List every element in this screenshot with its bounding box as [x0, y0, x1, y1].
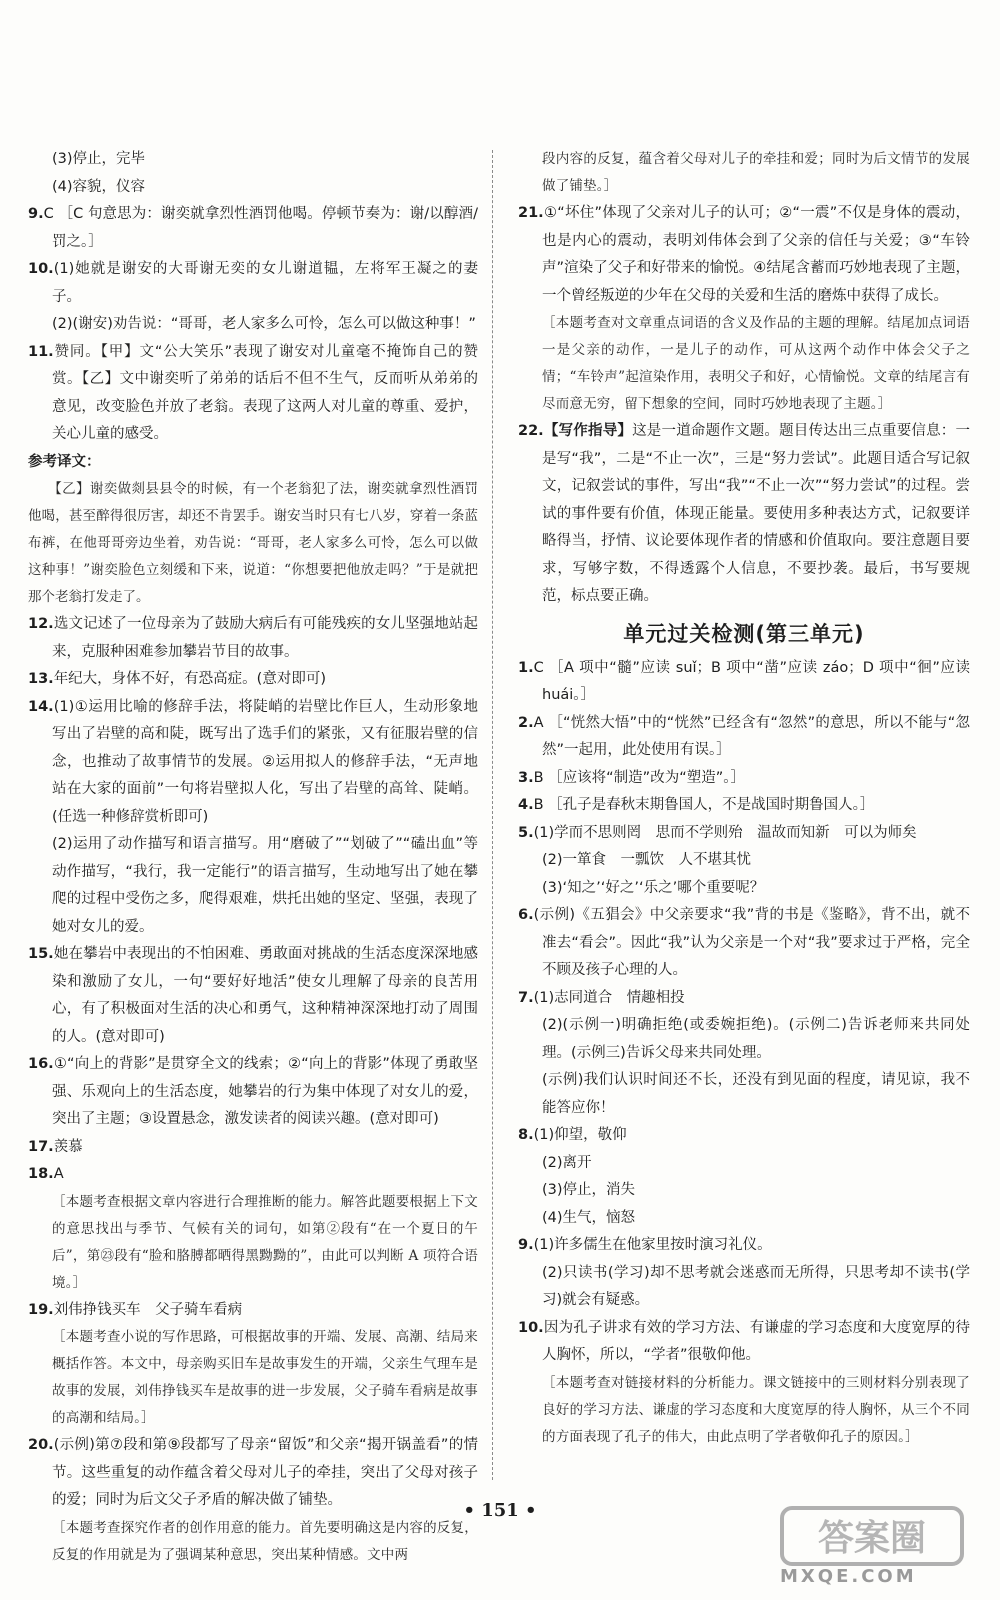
answer-text: 单元过关检测(第三单元)	[623, 621, 865, 646]
explanation-note	[28, 1515, 478, 1569]
answer-text: ［本题考查小说的写作思路，可根据故事的开端、发展、高潮、结局来概括作答。本文中，母亲购买旧车是故事发生的开端，父亲生气理车是故事的发展，刘伟挣钱买车是故事的进一步发展，父子骑车看病是故事的高潮和结局。］	[52, 1329, 478, 1426]
answer-text: (2)运用了动作描写和语言描写。用“磨破了”“划破了”“磕出血”等动作描写，“我行，我一定能行”的语言描写，生动地写出了她在攀爬的过程中受伤之多，爬得艰难，烘托出她的坚定、坚强，表现了她对女儿的爱。	[52, 836, 478, 935]
section-label	[28, 449, 478, 477]
answer-text: 她在攀岩中表现出的不怕困难、勇敢面对挑战的生活态度深深地感染和激励了女儿，一句“要好好地活”使女儿理解了母亲的良苦用心，有了积极面对生活的决心和勇气，这种精神深深地打动了周围的人。(意对即可)	[52, 946, 478, 1045]
answer-number: 4.	[518, 797, 534, 813]
answer-text: 年纪大，身体不好，有恐高症。(意对即可)	[53, 671, 326, 687]
answer-number: 5.	[518, 824, 534, 841]
answer-subitem	[28, 311, 478, 339]
answer-text: 段内容的反复，蕴含着父母对儿子的牵挂和爱；同时为后文情节的发展做了铺垫。］	[542, 151, 970, 194]
answer-text: 【乙】谢奕做剡县县令的时候，有一个老翁犯了法，谢奕就拿烈性酒罚他喝，甚至醉得很厉害，却还不肯罢手。谢安当时只有七八岁，穿着一条蓝布裤，在他哥哥旁边坐着，劝告说：“哥哥，老人家多么可怜，怎么可以做这种事！”谢奕脸色立刻缓和下来，说道：“你想要把他放走吗？”于是就把那个老翁打发走了。	[28, 481, 478, 605]
answer-text: (2)(谢安)劝告说：“哥哥，老人家多么可怜，怎么可以做这种事！”	[52, 316, 476, 332]
answer-item	[28, 694, 478, 832]
answer-item	[518, 792, 970, 820]
answer-number: 18.	[28, 1166, 54, 1182]
answer-item	[28, 941, 478, 1051]
answer-subitem	[518, 1260, 970, 1315]
answer-item	[28, 201, 478, 256]
answer-item	[518, 765, 970, 793]
answer-text: (示例)《五猖会》中父亲要求“我”背的书是《鉴略》，背不出，就不准去“看会”。因此“我”认为父亲是一个对“我”要求过于严格，完全不顾及孩子心理的人。	[533, 907, 970, 978]
answer-text: (2)离开	[542, 1154, 592, 1171]
answer-text: (1)志同道合 情趣相投	[533, 989, 685, 1006]
answer-text: 刘伟挣钱买车 父子骑车看病	[53, 1301, 243, 1318]
answer-text: ［本题考查探究作者的创作用意的能力。首先要明确这是内容的反复，反复的作用就是为了强调某种意思，突出某种情感。文中两	[52, 1519, 478, 1563]
answer-item	[28, 611, 478, 666]
answer-number: 1.	[518, 659, 534, 676]
answer-text: 羡慕	[53, 1138, 83, 1155]
answer-text: (3)‘知之’‘好之’‘乐之’哪个重要呢？	[542, 879, 765, 896]
watermark-logo-icon	[772, 1500, 972, 1570]
section-title	[518, 617, 970, 651]
answer-text: A ［“恍然大悟”中的“恍然”已经含有“忽然”的意思，所以不能与“忽然”一起用，此处使用有误。］	[533, 714, 970, 758]
answer-text: (1)①运用比喻的修辞手法，将陡峭的岩壁比作巨人，生动形象地写出了岩壁的高和陡，既写出了选手们的紧张，又有征服岩壁的信念，也推动了故事情节的发展。②运用拟人的修辞手法，“无声地站在大家的面前”一句将岩壁拟人化，写出了岩壁的高耸、陡峭。(任选一种修辞赏析即可)	[52, 698, 478, 825]
answer-text: (1)学而不思则罔 思而不学则殆 温故而知新 可以为师矣	[533, 824, 917, 841]
answer-number: 16.	[28, 1056, 54, 1072]
answer-item	[518, 1315, 970, 1370]
answer-text: (3)停止，消失	[542, 1182, 636, 1198]
answer-number: 12.	[28, 616, 54, 632]
answer-text: (2)(示例一)明确拒绝(或委婉拒绝)。(示例二)告诉老师来共同处理。(示例三)告诉父母来共同处理。	[542, 1017, 970, 1061]
answer-item	[28, 1051, 478, 1134]
watermark-logo	[772, 1500, 972, 1590]
answer-text: (2)只读书(学习)却不思考就会迷惑而无所得，只思考却不读书(学习)就会有疑惑。	[542, 1264, 970, 1308]
answer-number: 22.	[518, 423, 544, 439]
answer-number: 19.	[28, 1301, 54, 1318]
answer-item	[518, 985, 970, 1013]
answer-text: (1)她就是谢安的大哥谢无奕的女儿谢道韫，左将军王凝之的妻子。	[52, 261, 478, 305]
answer-text: B ［应该将“制造”改为“塑造”。］	[533, 769, 745, 786]
answer-text: (2)一箪食 一瓢饮 人不堪其忧	[542, 852, 752, 868]
answer-item	[518, 820, 970, 848]
explanation-note	[518, 1370, 970, 1451]
answer-text: (示例)我们认识时间还不长，还没有到见面的程度，请见谅，我不能答应你！	[542, 1072, 970, 1116]
answer-number: 7.	[518, 989, 534, 1006]
answer-number: 6.	[518, 907, 534, 923]
explanation-note	[518, 310, 970, 418]
explanation-note	[28, 476, 478, 611]
answer-number: 21.	[518, 205, 544, 221]
answer-subitem	[518, 1205, 970, 1233]
watermark-url: MXQE.COM	[780, 1566, 917, 1587]
answer-number: 14.	[28, 698, 54, 715]
answer-item	[28, 1161, 478, 1189]
answer-text: 赞同。【甲】文“公大笑乐”表现了谢安对儿童毫不掩饰自己的赞赏。【乙】文中谢奕听了弟弟的话后不但不生气，反而听从弟弟的意见，改变脸色并放了老翁。表现了这两人对儿童的尊重、爱护，关心儿童的感受。	[52, 343, 478, 442]
column-divider	[492, 150, 493, 1480]
page-number: • 151 •	[463, 1500, 537, 1521]
answer-number: 17.	[28, 1138, 54, 1155]
answer-number: 13.	[28, 671, 54, 687]
answer-item	[518, 200, 970, 310]
answer-subitem	[518, 1012, 970, 1067]
right-column	[518, 146, 970, 1451]
answer-subitem	[518, 1150, 970, 1178]
left-column	[28, 146, 478, 1569]
answer-text: (4)容貌，仪容	[52, 178, 146, 195]
answer-item	[518, 418, 970, 611]
answer-text: (1)许多儒生在他家里按时演习礼仪。	[533, 1237, 772, 1253]
answer-text: 参考译文：	[28, 453, 101, 470]
explanation-note	[28, 1324, 478, 1432]
answer-text: ［本题考查对文章重点词语的含义及作品的主题的理解。结尾加点词语一是父亲的动作，一是儿子的动作，可从这两个动作中体会父子之情；“车铃声”起渲染作用，表明父子和好，心情愉悦。文章的结尾言有尽而意无穷，留下想象的空间，同时巧妙地表现了主题。］	[542, 315, 970, 412]
answer-item	[28, 256, 478, 311]
answer-text: B ［孔子是春秋末期鲁国人，不是战国时期鲁国人。］	[533, 797, 875, 813]
answer-text: ［本题考查根据文章内容进行合理推断的能力。解答此题要根据上下文的意思找出与季节、气候有关的词句，如第②段有“在一个夏日的午后”，第㉓段有“脸和胳膊都晒得黑黝黝的”，由此可以判断 A 项符合语境。］	[52, 1193, 478, 1291]
answer-subitem	[28, 174, 478, 202]
answer-item	[28, 666, 478, 694]
answer-item	[518, 710, 970, 765]
answer-number: 2.	[518, 714, 534, 731]
answer-text: (3)停止，完毕	[52, 151, 146, 167]
answer-number: 15.	[28, 946, 54, 962]
writing-guide-label: 【写作指导】	[543, 423, 633, 439]
answer-text: ［本题考查对链接材料的分析能力。课文链接中的三则材料分别表现了良好的学习方法、谦虚的学习态度和大度宽厚的待人胸怀，从三个不同的方面表现了孔子的伟大，由此点明了学者敬仰孔子的原因。］	[542, 1374, 970, 1445]
answer-subitem	[28, 146, 478, 174]
answer-number: 9.	[518, 1237, 534, 1253]
answer-subitem	[518, 1067, 970, 1122]
answer-subitem	[518, 1177, 970, 1205]
answer-text: (示例)第⑦段和第⑨段都写了母亲“留饭”和父亲“揭开锅盖看”的情节。这些重复的动作蕴含着父母对儿子的牵挂，突出了父母对孩子的爱；同时为后文父子矛盾的解决做了铺垫。	[52, 1437, 478, 1508]
answer-number: 10.	[28, 261, 54, 277]
answer-item	[28, 339, 478, 449]
answer-number: 3.	[518, 769, 534, 786]
answer-item	[518, 1122, 970, 1150]
watermark-logo-text: 答案圈	[817, 1518, 927, 1559]
answer-item	[518, 902, 970, 985]
answer-subitem	[28, 831, 478, 941]
answer-subitem	[518, 847, 970, 875]
answer-number: 10.	[518, 1319, 544, 1336]
answer-text: (1)仰望，敬仰	[533, 1127, 627, 1143]
answer-number: 11.	[28, 343, 54, 360]
answer-text: (4)生气，恼怒	[542, 1209, 636, 1226]
answer-text: ①“坏住”体现了父亲对儿子的认可；②“一震”不仅是身体的震动，也是内心的震动，表明刘伟体会到了父亲的信任与关爱；③“车铃声”渲染了父子和好带来的愉悦。④结尾含蓄而巧妙地表现了主题，一个曾经叛逆的少年在父母的关爱和生活的磨炼中获得了成长。	[542, 205, 970, 304]
answer-text: C ［A 项中“髓”应读 suǐ；B 项中“凿”应读 záo；D 项中“徊”应读 huái。］	[533, 659, 970, 703]
answer-text: C ［C 句意思为：谢奕就拿烈性酒罚他喝。停顿节奏为：谢/以醇酒/罚之。］	[43, 206, 478, 250]
answer-number: 9.	[28, 206, 44, 222]
answer-item	[518, 655, 970, 710]
answer-item	[28, 1297, 478, 1325]
explanation-note	[28, 1189, 478, 1297]
answer-text: ①“向上的背影”是贯穿全文的线索；②“向上的背影”体现了勇敢坚强、乐观向上的生活态度，她攀岩的行为集中体现了对女儿的爱，突出了主题；③设置悬念，激发读者的阅读兴趣。(意对即可)	[52, 1056, 478, 1127]
answer-item	[28, 1134, 478, 1162]
answer-text: A	[53, 1166, 64, 1182]
answer-number: 8.	[518, 1127, 534, 1143]
answer-text: 因为孔子讲求有效的学习方法、有谦虚的学习态度和大度宽厚的待人胸怀，所以，“学者”很敬仰他。	[542, 1319, 970, 1363]
answer-subitem	[518, 875, 970, 903]
answer-number: 20.	[28, 1437, 54, 1453]
answer-item	[518, 1232, 970, 1260]
answer-text: 这是一道命题作文题。题目传达出三点重要信息：一是写“我”，二是“不止一次”，三是“努力尝试”。此题目适合写记叙文，记叙尝试的事件，写出“我”“不止一次”“努力尝试”的过程。尝试的事件要有价值，体现正能量。要使用多种表达方式，记叙要详略得当，抒情、议论要体现作者的情感和价值取向。要注意题目要求，写够字数，不得透露个人信息，不要抄袭。最后，书写要规范，标点要正确。	[542, 423, 971, 604]
explanation-note	[518, 146, 970, 200]
answer-text: 选文记述了一位母亲为了鼓励大病后有可能残疾的女儿坚强地站起来，克服种困难参加攀岩节目的故事。	[52, 616, 478, 660]
